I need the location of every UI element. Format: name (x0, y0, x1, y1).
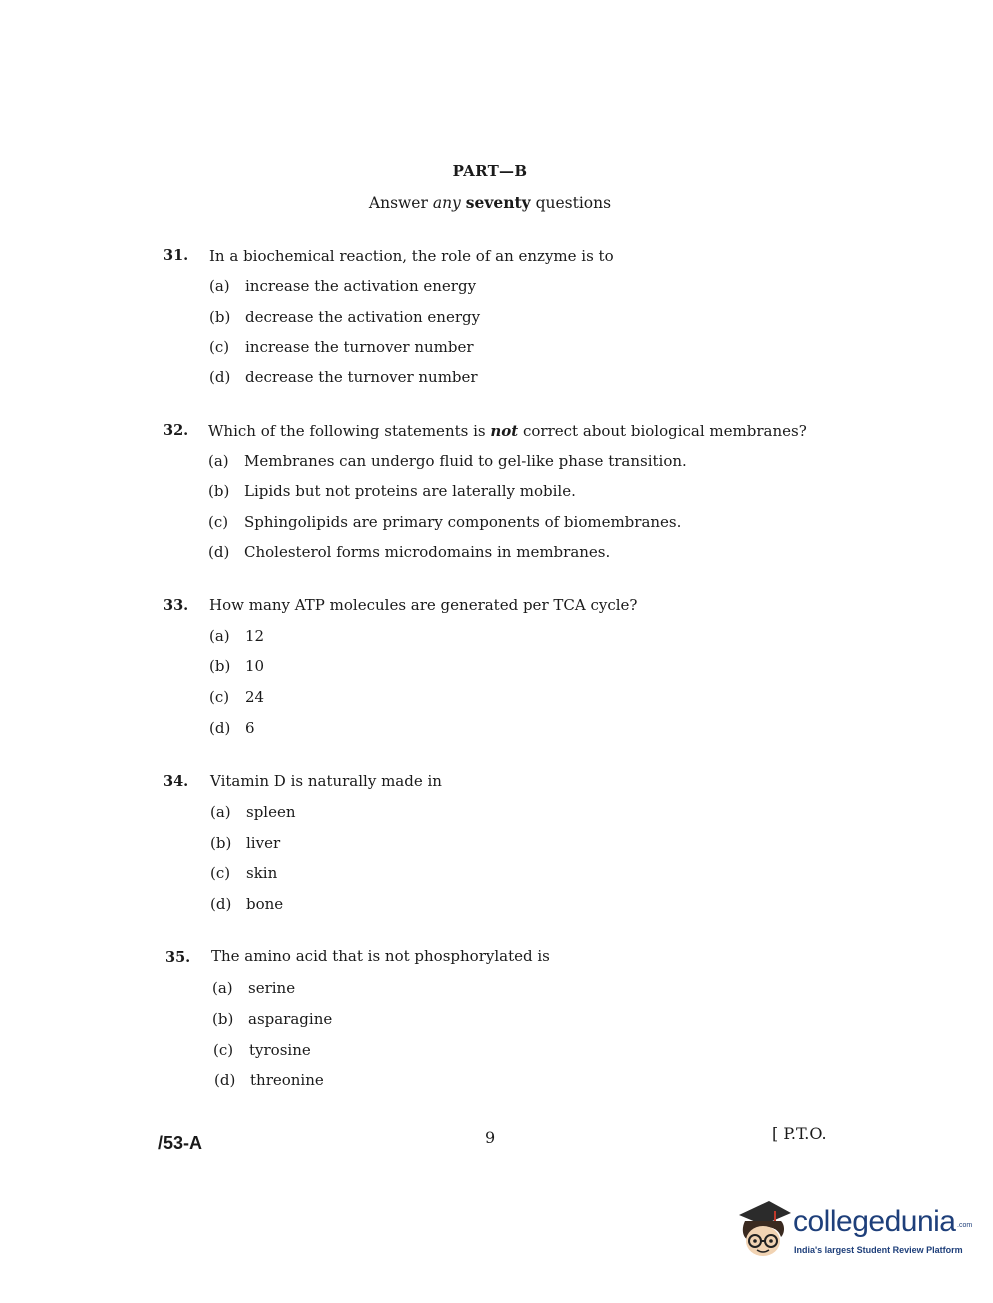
question-number: 34. (163, 773, 189, 790)
option: (a) increase the activation energy (209, 277, 477, 295)
paper-code: /53-A (158, 1133, 203, 1153)
option: (c) skin (210, 864, 278, 882)
mascot-icon (735, 1195, 793, 1265)
question-text: Vitamin D is naturally made in (210, 772, 442, 790)
question-number: 35. (165, 949, 191, 966)
option: (b) Lipids but not proteins are laterally mobile. (208, 482, 576, 500)
brand-tagline: India's largest Student Review Platform (794, 1245, 963, 1255)
option: (a) spleen (210, 803, 296, 821)
pto-note: [ P.T.O. (772, 1124, 827, 1143)
page-number: 9 (485, 1128, 496, 1147)
brand-domain: .com (957, 1222, 973, 1229)
option: (b) liver (210, 834, 281, 852)
option: (d) decrease the turnover number (209, 368, 478, 386)
option: (a) 12 (209, 627, 265, 645)
brand-name: collegedunia (793, 1205, 956, 1238)
option: (c) Sphingolipids are primary components of biomembranes. (208, 513, 682, 531)
option: (d) Cholesterol forms microdomains in membranes. (208, 543, 611, 561)
option: (b) asparagine (212, 1010, 333, 1028)
option: (c) tyrosine (213, 1041, 311, 1059)
question-number: 33. (163, 597, 189, 614)
option: (d) bone (210, 895, 284, 913)
option: (a) serine (212, 979, 296, 997)
option: (b) decrease the activation energy (209, 308, 481, 326)
question-text: How many ATP molecules are generated per TCA cycle? (209, 596, 638, 614)
option: (b) 10 (209, 657, 265, 675)
instruction: Answer any seventy questions (368, 193, 612, 212)
option: (c) increase the turnover number (209, 338, 474, 356)
question-number: 31. (163, 247, 189, 264)
part-title: PART—B (452, 162, 528, 180)
question-text: In a biochemical reaction, the role of an enzyme is to (209, 247, 614, 265)
option: (c) 24 (209, 688, 265, 706)
option: (d) 6 (209, 719, 255, 737)
collegedunia-logo (735, 1195, 973, 1270)
question-number: 32. (163, 422, 189, 439)
question-text: Which of the following statements is not correct about biological membranes? (208, 422, 807, 440)
question-text: The amino acid that is not phosphorylated is (211, 947, 550, 965)
option: (a) Membranes can undergo fluid to gel-like phase transition. (208, 452, 687, 470)
option: (d) threonine (214, 1071, 324, 1089)
